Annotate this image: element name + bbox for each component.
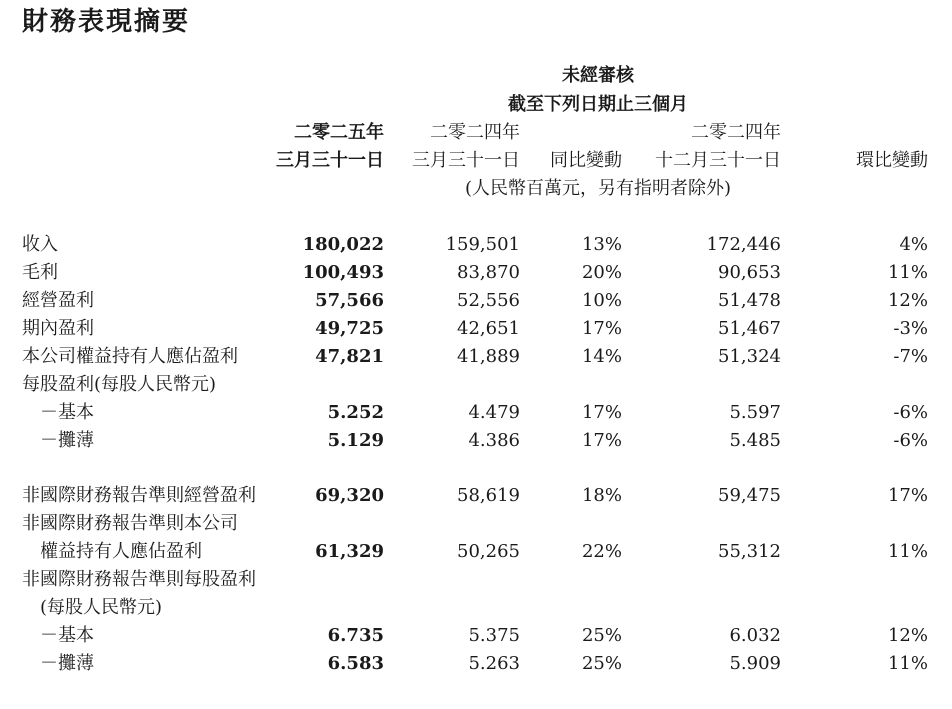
value-2024q4: 5.485 xyxy=(729,430,781,451)
row-label: 非國際財務報告準則每股盈利 xyxy=(22,569,256,590)
yoy-change: 18% xyxy=(581,485,622,506)
value-2025q1: 6.583 xyxy=(327,653,384,674)
yoy-change: 20% xyxy=(581,262,622,283)
qoq-change: 11% xyxy=(887,262,928,283)
table-row xyxy=(0,622,952,650)
value-2024q4: 51,467 xyxy=(718,318,781,339)
col4-header-line2: 十二月三十一日 xyxy=(655,150,781,171)
table-row xyxy=(0,594,952,622)
table-row xyxy=(0,650,952,678)
value-2025q1: 49,725 xyxy=(315,318,384,339)
value-2025q1: 57,566 xyxy=(315,290,384,311)
row-label: 經營盈利 xyxy=(22,290,94,311)
value-2025q1: 6.735 xyxy=(327,625,384,646)
row-label: －基本 xyxy=(40,402,94,423)
qoq-change: 4% xyxy=(899,234,928,255)
table-row xyxy=(0,399,952,427)
yoy-change: 17% xyxy=(581,402,622,423)
value-2025q1: 61,329 xyxy=(315,541,384,562)
value-2024q4: 51,478 xyxy=(718,290,781,311)
table-row xyxy=(0,566,952,594)
value-2024q1: 4.479 xyxy=(468,402,520,423)
value-2024q1: 50,265 xyxy=(457,541,520,562)
table-row xyxy=(0,315,952,343)
table-row xyxy=(0,259,952,287)
value-2024q4: 51,324 xyxy=(718,346,781,367)
table-row xyxy=(0,343,952,371)
value-2025q1: 47,821 xyxy=(315,346,384,367)
row-label: 本公司權益持有人應佔盈利 xyxy=(22,346,238,367)
table-row xyxy=(0,427,952,455)
table-row xyxy=(0,538,952,566)
value-2024q1: 83,870 xyxy=(457,262,520,283)
qoq-change: -3% xyxy=(893,318,928,339)
yoy-change: 25% xyxy=(581,625,622,646)
table-row xyxy=(0,510,952,538)
page-title: 財務表現摘要 xyxy=(22,7,191,37)
col2-header-line2: 三月三十一日 xyxy=(412,150,520,171)
yoy-change: 13% xyxy=(581,234,622,255)
unit-note: (人民幣百萬元，另有指明者除外) xyxy=(464,178,732,199)
qoq-change: -6% xyxy=(893,430,928,451)
value-2024q1: 4.386 xyxy=(468,430,520,451)
qoq-change: 12% xyxy=(887,290,928,311)
value-2024q4: 5.909 xyxy=(729,653,781,674)
row-label: 毛利 xyxy=(22,262,58,283)
period-label: 截至下列日期止三個月 xyxy=(508,94,688,115)
row-label: (每股人民幣元) xyxy=(40,597,163,618)
row-label: 收入 xyxy=(22,234,58,255)
value-2024q4: 59,475 xyxy=(718,485,781,506)
col1-header-line2: 三月三十一日 xyxy=(276,150,384,171)
value-2024q1: 42,651 xyxy=(457,318,520,339)
value-2024q1: 58,619 xyxy=(457,485,520,506)
col4-header-line1: 二零二四年 xyxy=(691,122,781,143)
value-2024q1: 41,889 xyxy=(457,346,520,367)
table-row xyxy=(0,231,952,259)
row-label: 期內盈利 xyxy=(22,318,94,339)
qoq-change: 11% xyxy=(887,653,928,674)
yoy-change: 17% xyxy=(581,318,622,339)
value-2025q1: 5.129 xyxy=(327,430,384,451)
col3-header: 同比變動 xyxy=(550,150,622,171)
value-2024q4: 5.597 xyxy=(729,402,781,423)
yoy-change: 25% xyxy=(581,653,622,674)
yoy-change: 22% xyxy=(581,541,622,562)
value-2024q4: 90,653 xyxy=(718,262,781,283)
value-2025q1: 69,320 xyxy=(315,485,384,506)
row-label: －基本 xyxy=(40,625,94,646)
col5-header: 環比變動 xyxy=(856,150,928,171)
qoq-change: -6% xyxy=(893,402,928,423)
value-2024q4: 6.032 xyxy=(729,625,781,646)
yoy-change: 17% xyxy=(581,430,622,451)
row-label: 每股盈利(每股人民幣元) xyxy=(22,374,217,395)
value-2025q1: 100,493 xyxy=(302,262,384,283)
row-label: 非國際財務報告準則經營盈利 xyxy=(22,485,256,506)
value-2024q1: 5.263 xyxy=(468,653,520,674)
qoq-change: 12% xyxy=(887,625,928,646)
value-2024q4: 172,446 xyxy=(706,234,781,255)
value-2025q1: 180,022 xyxy=(302,234,384,255)
table-row xyxy=(0,287,952,315)
yoy-change: 14% xyxy=(581,346,622,367)
col2-header-line1: 二零二四年 xyxy=(430,122,520,143)
qoq-change: 17% xyxy=(887,485,928,506)
value-2024q1: 52,556 xyxy=(457,290,520,311)
value-2024q4: 55,312 xyxy=(718,541,781,562)
value-2024q1: 159,501 xyxy=(445,234,520,255)
col1-header-line1: 二零二五年 xyxy=(294,122,384,143)
row-label: －攤薄 xyxy=(40,430,94,451)
value-2024q1: 5.375 xyxy=(468,625,520,646)
qoq-change: 11% xyxy=(887,541,928,562)
qoq-change: -7% xyxy=(893,346,928,367)
table-row xyxy=(0,482,952,510)
unaudited-label: 未經審核 xyxy=(562,65,634,86)
value-2025q1: 5.252 xyxy=(327,402,384,423)
table-row xyxy=(0,371,952,399)
row-label: －攤薄 xyxy=(40,653,94,674)
row-label: 非國際財務報告準則本公司 xyxy=(22,513,238,534)
yoy-change: 10% xyxy=(581,290,622,311)
row-label: 權益持有人應佔盈利 xyxy=(40,541,202,562)
